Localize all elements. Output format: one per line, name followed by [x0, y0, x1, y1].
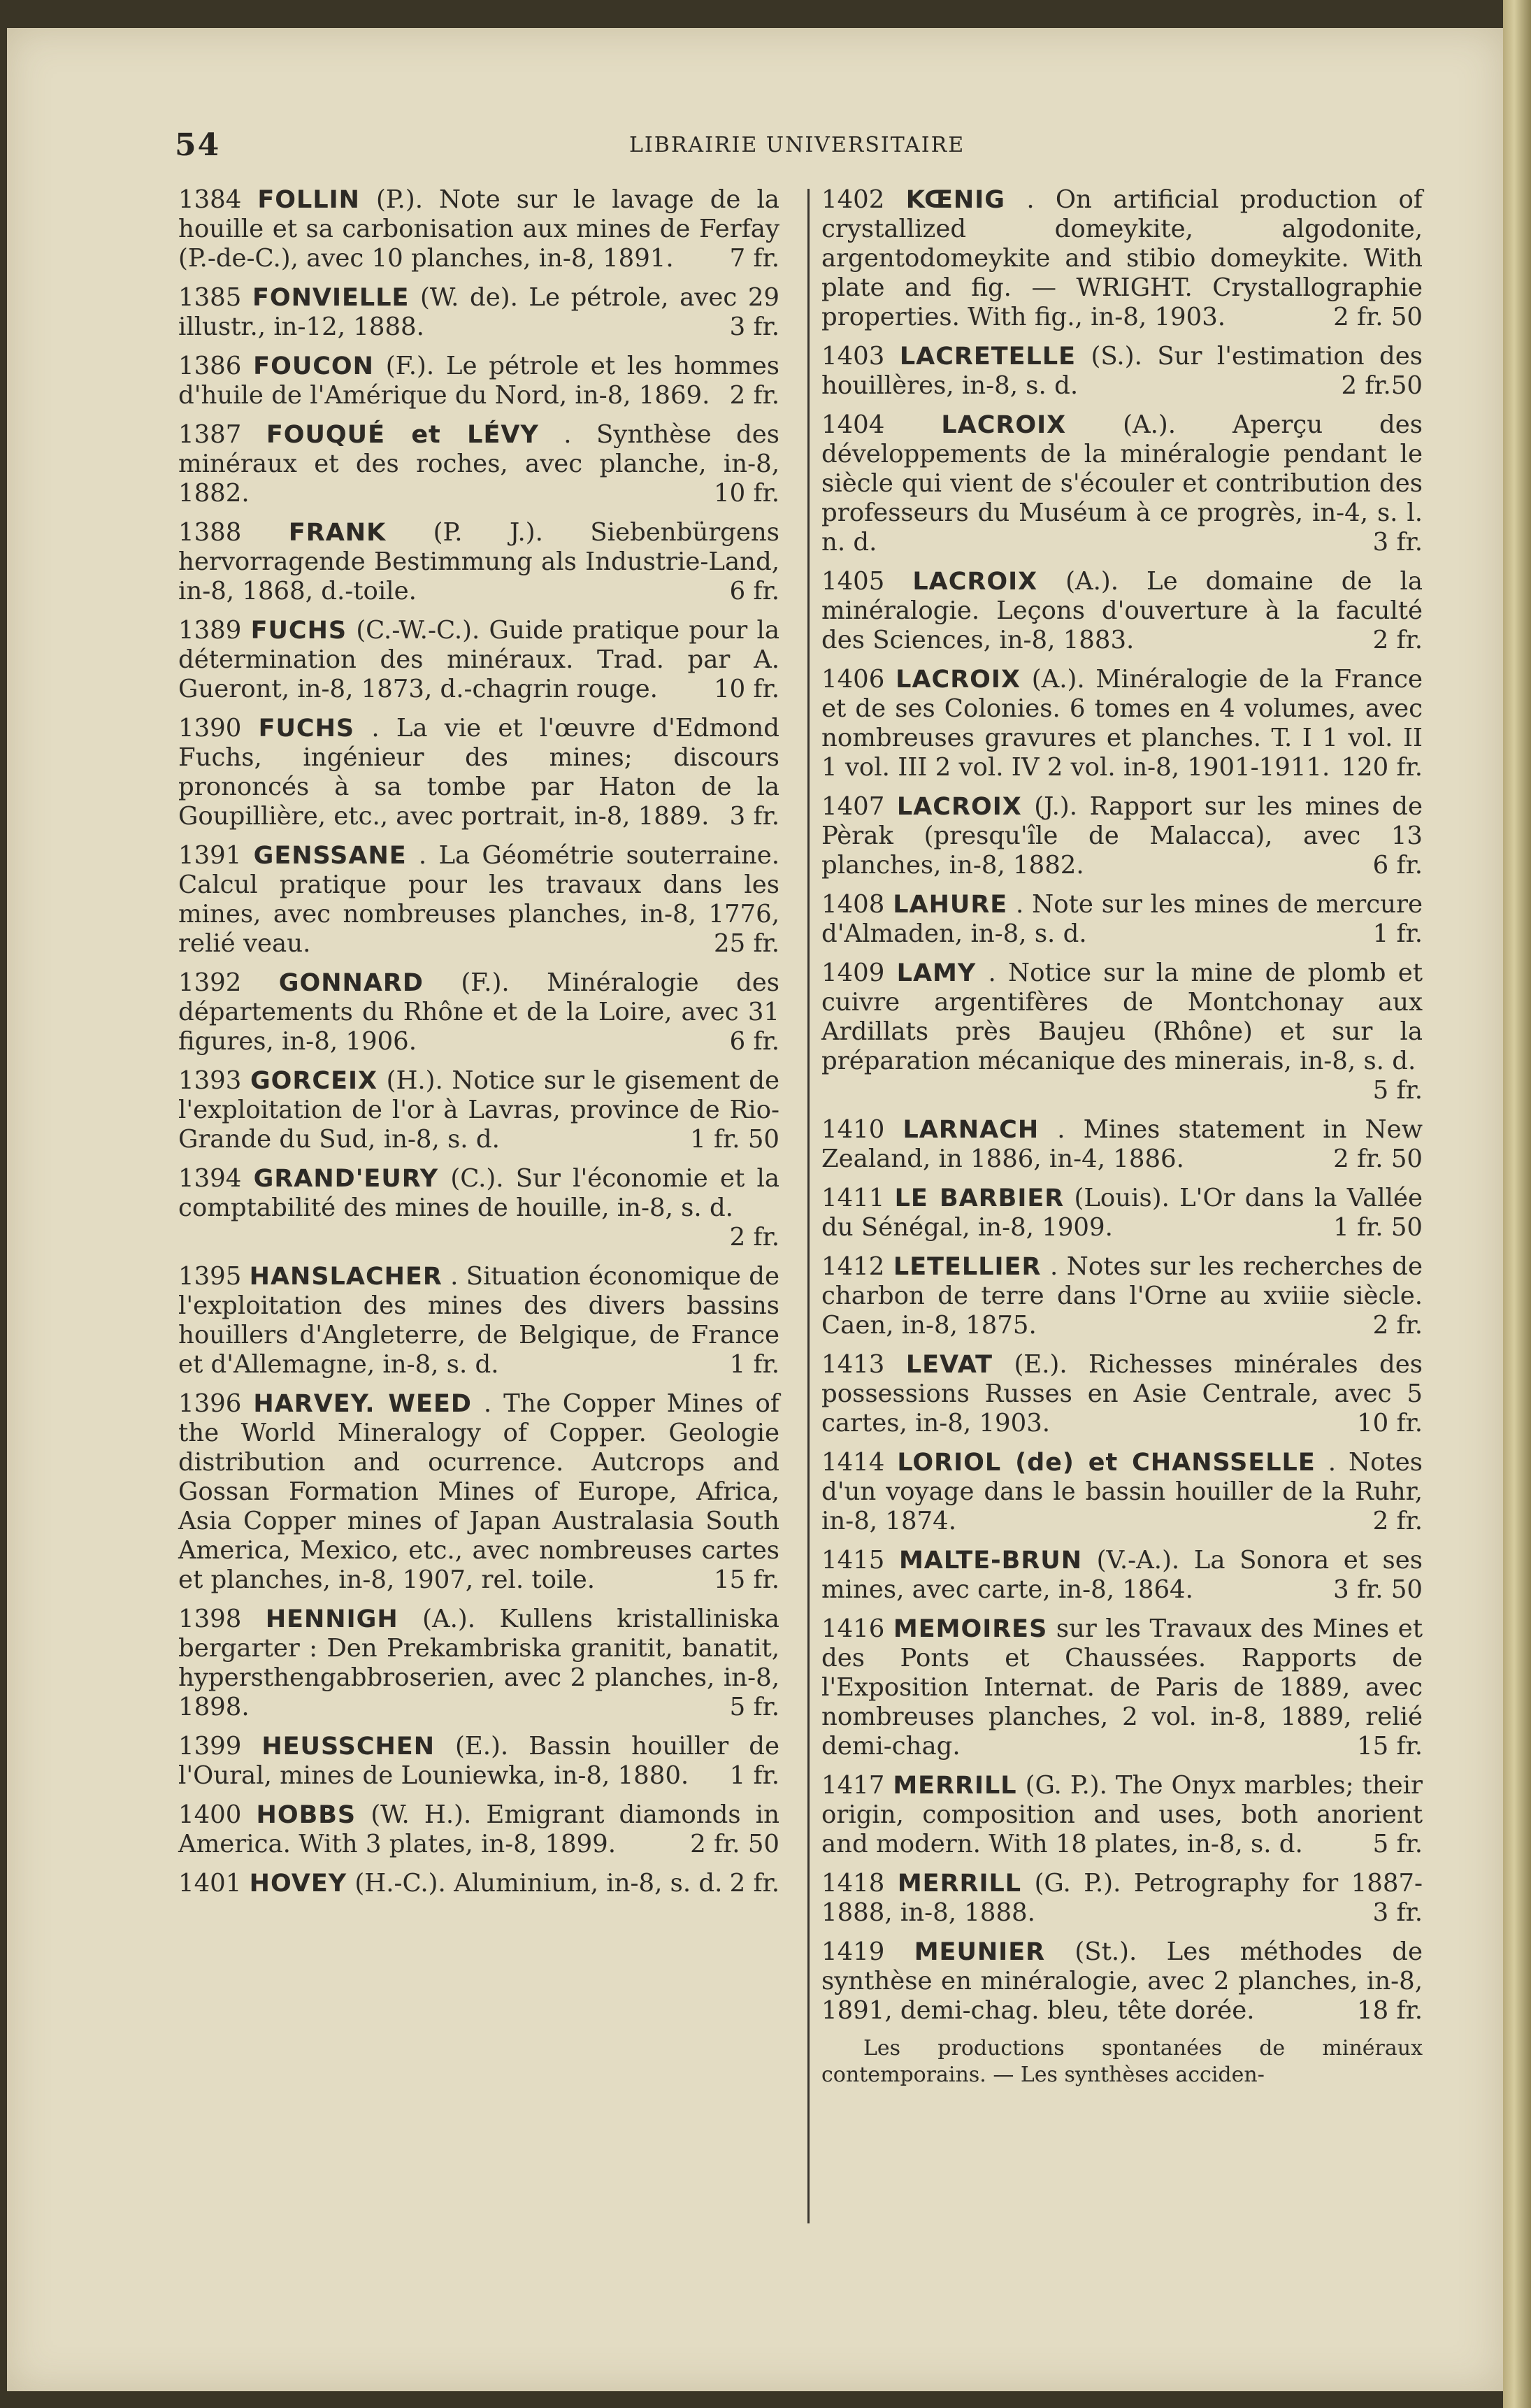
entry-author: HARVEY. WEED — [253, 1390, 472, 1418]
catalogue-entry — [178, 283, 779, 342]
entry-price: 1 fr. — [729, 1761, 779, 1790]
entry-number: 1413 — [821, 1350, 885, 1379]
entry-number: 1400 — [178, 1800, 242, 1829]
entry-author: LORIOL (de) et CHANSSELLE — [897, 1449, 1316, 1477]
catalogue-entry — [178, 185, 779, 273]
catalogue-entry — [178, 420, 779, 508]
entry-author: KŒNIG — [905, 186, 1005, 214]
entry-price: 2 fr. 50 — [690, 1830, 779, 1858]
entry-number: 1415 — [821, 1546, 885, 1575]
entry-description: (G. P.). Petrography for 1887-1888, in-8, 1888. — [821, 1869, 1423, 1927]
entry-description: (C.-W.-C.). Guide pratique pour la détermination des minéraux. Trad. par A. Gueront, in-8, 1873, d.-chagrin rouge. — [178, 616, 779, 703]
entry-description: . La Géométrie souterraine. Calcul pratique pour les travaux dans les mines, avec nombreuses planches, in-8, 1776, relié veau. — [178, 841, 780, 958]
catalogue-entry — [178, 352, 779, 410]
entry-description: (S.). Sur l'estimation des houillères, in-8, s. d. — [821, 342, 1423, 400]
entry-number: 1395 — [178, 1262, 242, 1291]
entry-number: 1401 — [178, 1869, 242, 1898]
entry-number: 1389 — [178, 616, 242, 645]
entry-description: (H.-C.). Aluminium, in-8, s. d. — [354, 1869, 723, 1898]
entry-description: (A.). Aperçu des développements de la minéralogie pendant le siècle qui vient de s'écouler et contribution des professeurs du Muséum à ce progrès, in-4, s. l. n. d. — [821, 410, 1423, 557]
entry-price: 18 fr. — [1357, 1996, 1423, 2025]
left-column — [178, 185, 779, 1908]
entry-number: 1414 — [821, 1448, 885, 1477]
entry-number: 1384 — [178, 185, 242, 214]
entry-author: GORCEIX — [250, 1067, 378, 1095]
entry-price: 15 fr. — [1357, 1732, 1423, 1761]
entry-author: LACROIX — [896, 793, 1022, 821]
entry-number: 1402 — [821, 185, 885, 214]
entry-author: GONNARD — [278, 969, 424, 997]
entry-author: FOUQUÉ et LÉVY — [266, 421, 539, 449]
entry-author: LACROIX — [941, 411, 1067, 439]
catalogue-entry — [178, 616, 779, 704]
entry-description: (P. J.). Siebenbürgens hervorragende Bestimmung als Industrie-Land, in-8, 1868, d.-toile. — [178, 518, 779, 605]
catalogue-entry — [821, 665, 1423, 782]
entry-number: 1391 — [178, 841, 242, 870]
entry-description: . Note sur les mines de mercure d'Almaden, in-8, s. d. — [821, 890, 1423, 948]
catalogue-entry — [178, 968, 779, 1056]
entry-number: 1390 — [178, 714, 242, 743]
entry-author: MERRILL — [893, 1772, 1017, 1800]
entry-price: 120 fr. — [1341, 753, 1423, 782]
catalogue-entry — [178, 1869, 779, 1898]
entry-number: 1405 — [821, 567, 885, 596]
entry-number: 1406 — [821, 665, 885, 694]
entry-author: FUCHS — [258, 715, 355, 743]
entry-author: LACROIX — [912, 568, 1038, 596]
catalogue-entry — [821, 1115, 1423, 1174]
entry-author: MERRILL — [897, 1870, 1022, 1898]
catalogue-entry — [178, 1605, 779, 1722]
right-column — [821, 185, 1423, 2088]
entry-description: (P.). Note sur le lavage de la houille et sa carbonisation aux mines de Ferfay (P.-de-C.), avec 10 planches, in-8, 1891. — [178, 185, 779, 273]
entry-number: 1418 — [821, 1869, 885, 1898]
catalogue-entry — [821, 1448, 1423, 1536]
entry-number: 1396 — [178, 1389, 242, 1418]
entry-author: FONVIELLE — [252, 284, 410, 312]
entry-price: 2 fr. — [729, 381, 779, 410]
catalogue-entry — [178, 1066, 779, 1154]
entry-number: 1412 — [821, 1252, 885, 1281]
entry-description: (St.). Les méthodes de synthèse en minéralogie, avec 2 planches, in-8, 1891, demi-chag. bleu, tête dorée. — [821, 1937, 1423, 2025]
entry-author: LAHURE — [893, 891, 1008, 919]
entry-author: HANSLACHER — [249, 1263, 443, 1291]
catalogue-entry — [821, 1350, 1423, 1438]
entry-number: 1407 — [821, 792, 885, 821]
catalogue-entry — [178, 841, 779, 959]
catalogue-entry — [821, 890, 1423, 949]
entry-number: 1409 — [821, 959, 885, 987]
entry-description: . Notice sur la mine de plomb et cuivre argentifères de Montchonay aux Ardillats près Baujeu (Rhône) et sur la préparation mécanique des minerais, in-8, s. d. — [821, 959, 1423, 1075]
entry-description: (C.). Sur l'économie et la comptabilité des mines de houille, in-8, s. d. — [178, 1164, 780, 1222]
entry-description: (A.). Le domaine de la minéralogie. Leçons d'ouverture à la faculté des Sciences, in-8, 1883. — [821, 567, 1423, 654]
catalogue-entry — [821, 567, 1423, 655]
entry-description: (V.-A.). La Sonora et ses mines, avec carte, in-8, 1864. — [821, 1546, 1423, 1604]
entry-description: (Louis). L'Or dans la Vallée du Sénégal, in-8, 1909. — [821, 1184, 1423, 1242]
entry-number: 1408 — [821, 890, 885, 919]
catalogue-entry — [821, 1771, 1423, 1859]
catalogue-entry — [178, 1262, 779, 1379]
entry-price: 6 fr. — [729, 577, 779, 605]
entry-description: (W. de). Le pétrole, avec 29 illustr., in-12, 1888. — [178, 283, 779, 341]
catalogue-entry — [178, 1164, 779, 1252]
catalogue-entry — [178, 518, 779, 606]
entry-price: 6 fr. — [729, 1027, 779, 1056]
entry-description: (E.). Bassin houiller de l'Oural, mines de Louniewka, in-8, 1880. — [178, 1732, 779, 1790]
catalogue-entry — [178, 1732, 779, 1791]
entry-price: 2 fr. 50 — [1333, 303, 1423, 331]
catalogue-entry — [821, 1546, 1423, 1605]
entry-number: 1399 — [178, 1732, 242, 1761]
catalogue-entry — [178, 714, 779, 831]
entry-description: (F.). Le pétrole et les hommes d'huile de l'Amérique du Nord, in-8, 1869. — [178, 352, 779, 410]
entry-price: 7 fr. — [729, 244, 779, 273]
entry-author: LACRETELLE — [899, 343, 1077, 371]
entry-number: 1398 — [178, 1605, 242, 1633]
entry-number: 1386 — [178, 352, 242, 380]
catalogue-entry — [821, 959, 1423, 1105]
entry-description: . Notes d'un voyage dans le bassin houiller de la Ruhr, in-8, 1874. — [821, 1448, 1423, 1535]
entry-price: 1 fr. 50 — [690, 1125, 779, 1154]
entry-author: MEMOIRES — [893, 1615, 1048, 1643]
entry-author: GENSSANE — [253, 842, 407, 870]
entry-description: . The Copper Mines of the World Mineralogy of Copper. Geologie distribution and ocurrence. Autcrops and Gossan Formation Mines of Europe, Africa, Asia Copper mines of Japan Australasia South America, Mexico, etc., avec nombreuses cartes et planches, in-8, 1907, rel. toile. — [178, 1389, 779, 1594]
continuation-text: Les productions spontanées de minéraux contemporains. — Les synthèses acciden- — [821, 2036, 1423, 2087]
catalogue-entry — [821, 1869, 1423, 1928]
entry-price: 5 fr. — [729, 1693, 779, 1721]
entry-author: LAMY — [896, 959, 977, 987]
entry-description: (E.). Richesses minérales des possessions Russes en Asie Centrale, avec 5 cartes, in-8, 1903. — [821, 1350, 1423, 1438]
entry-price: 5 fr. — [1372, 1076, 1423, 1105]
catalogue-entry — [821, 1937, 1423, 2026]
entry-price: 2 fr. — [1372, 1507, 1423, 1535]
entry-number: 1387 — [178, 420, 242, 449]
catalogue-entry — [821, 1252, 1423, 1340]
entry-price: 3 fr. — [729, 313, 779, 341]
entry-price: 10 fr. — [714, 479, 779, 508]
entry-author: LEVAT — [905, 1351, 993, 1379]
running-title: LIBRAIRIE UNIVERSITAIRE — [629, 133, 965, 157]
entry-price: 2 fr. — [729, 1869, 779, 1898]
entry-number: 1388 — [178, 518, 242, 547]
entry-number: 1393 — [178, 1066, 242, 1095]
entry-author: MALTE-BRUN — [898, 1547, 1083, 1575]
entry-author: LARNACH — [903, 1116, 1040, 1144]
entry-price: 2 fr. — [1372, 1311, 1423, 1340]
page-header — [175, 127, 1419, 168]
entry-author: FRANK — [288, 519, 387, 547]
entry-author: MEUNIER — [914, 1938, 1046, 1966]
entry-author: FOUCON — [253, 352, 374, 380]
entry-price: 2 fr. 50 — [1333, 1145, 1423, 1173]
entry-description: sur les Travaux des Mines et des Ponts et Chaussées. Rapports de l'Exposition Internat. de Paris de 1889, avec nombreuses planches, 2 vol. in-8, 1889, relié demi-chag. — [821, 1614, 1423, 1761]
entry-description: (H.). Notice sur le gisement de l'exploitation de l'or à Lavras, province de Rio-Grande du Sud, in-8, s. d. — [178, 1066, 779, 1154]
entry-price: 5 fr. — [1372, 1830, 1423, 1858]
entry-author: LE BARBIER — [894, 1184, 1065, 1212]
entry-price: 3 fr. 50 — [1333, 1575, 1423, 1604]
entry-description: (W. H.). Emigrant diamonds in America. With 3 plates, in-8, 1899. — [178, 1800, 779, 1858]
catalogue-entry — [821, 342, 1423, 401]
entry-number: 1403 — [821, 342, 885, 371]
entry-description: . On artificial production of crystallized domeykite, algodonite, argentodomeykite and stibio domeykite. With plate and fig. — WRIGHT. Crystallographie properties. With fig., in-8, 1903. — [821, 185, 1423, 331]
entry-description: . La vie et l'œuvre d'Edmond Fuchs, ingénieur des mines; discours prononcés à sa tombe par Haton de la Goupillière, etc., avec portrait, in-8, 1889. — [178, 714, 779, 831]
catalogue-entry — [821, 410, 1423, 557]
entry-description: . Situation économique de l'exploitation des mines des divers bassins houillers d'Angleterre, de Belgique, de France et d'Allemagne, in-8, s. d. — [178, 1262, 779, 1379]
catalogue-entry — [178, 1389, 779, 1595]
entry-number: 1392 — [178, 968, 242, 997]
catalogue-entry — [178, 1800, 779, 1859]
entry-author: HENNIGH — [265, 1605, 398, 1633]
entry-price: 1 fr. — [729, 1350, 779, 1379]
entry-number: 1385 — [178, 283, 242, 312]
entry-price: 10 fr. — [714, 675, 779, 703]
entry-author: HOBBS — [256, 1801, 357, 1829]
entry-description: (G. P.). The Onyx marbles; their origin, composition and uses, both anorient and modern. With 18 plates, in-8, s. d. — [821, 1771, 1423, 1858]
entry-price: 25 fr. — [714, 929, 779, 958]
entry-description: (J.). Rapport sur les mines de Pèrak (presqu'île de Malacca), avec 13 planches, in-8, 1882. — [821, 792, 1423, 880]
entry-price: 1 fr. — [1372, 919, 1423, 948]
page-edge — [1503, 0, 1531, 2408]
page-number: 54 — [175, 127, 221, 163]
entry-price: 1 fr. 50 — [1333, 1213, 1423, 1242]
entry-number: 1419 — [821, 1937, 885, 1966]
entry-description: . Synthèse des minéraux et des roches, avec planche, in-8, 1882. — [178, 420, 779, 508]
entry-author: GRAND'EURY — [253, 1165, 439, 1193]
entry-price: 6 fr. — [1372, 851, 1423, 880]
entry-number: 1394 — [178, 1164, 242, 1193]
entry-price: 3 fr. — [729, 802, 779, 831]
entry-description: . Notes sur les recherches de charbon de terre dans l'Orne au xviiie siècle. Caen, in-8, 1875. — [821, 1252, 1423, 1340]
entry-author: LACROIX — [896, 666, 1021, 694]
entry-author: FOLLIN — [257, 186, 360, 214]
entry-author: FUCHS — [250, 617, 347, 645]
entry-number: 1410 — [821, 1115, 885, 1144]
entry-author: LETELLIER — [893, 1253, 1042, 1281]
catalogue-entry — [821, 1614, 1423, 1761]
entry-author: HOVEY — [249, 1870, 347, 1898]
entry-number: 1417 — [821, 1771, 885, 1800]
entry-price: 3 fr. — [1372, 528, 1423, 557]
entry-price: 3 fr. — [1372, 1898, 1423, 1927]
column-divider — [807, 189, 810, 2223]
entry-price: 2 fr. — [1372, 626, 1423, 654]
entry-price: 2 fr. — [729, 1223, 779, 1252]
entry-number: 1411 — [821, 1184, 885, 1212]
entry-number: 1416 — [821, 1614, 885, 1643]
entry-description: (A.). Minéralogie de la France et de ses Colonies. 6 tomes en 4 volumes, avec nombreuses gravures et planches. T. I 1 vol. II 1 vol. III 2 vol. IV 2 vol. in-8, 1901-1911. — [821, 665, 1423, 782]
catalogue-entry — [821, 792, 1423, 880]
entry-description: (F.). Minéralogie des départements du Rhône et de la Loire, avec 31 figures, in-8, 1906. — [178, 968, 779, 1056]
entry-number: 1404 — [821, 410, 885, 439]
entry-price: 10 fr. — [1357, 1409, 1423, 1438]
catalogue-entry — [821, 1184, 1423, 1242]
catalogue-entry — [821, 185, 1423, 332]
entry-price: 2 fr.50 — [1341, 371, 1423, 400]
entry-description: (A.). Kullens kristalliniska bergarter : Den Prekambriska granitit, banatit, hypersthengabbroserien, avec 2 planches, in-8, 1898. — [178, 1605, 779, 1721]
entry-description: . Mines statement in New Zealand, in 1886, in-4, 1886. — [821, 1115, 1423, 1173]
entry-price: 15 fr. — [714, 1565, 779, 1594]
entry-author: HEUSSCHEN — [261, 1733, 436, 1761]
